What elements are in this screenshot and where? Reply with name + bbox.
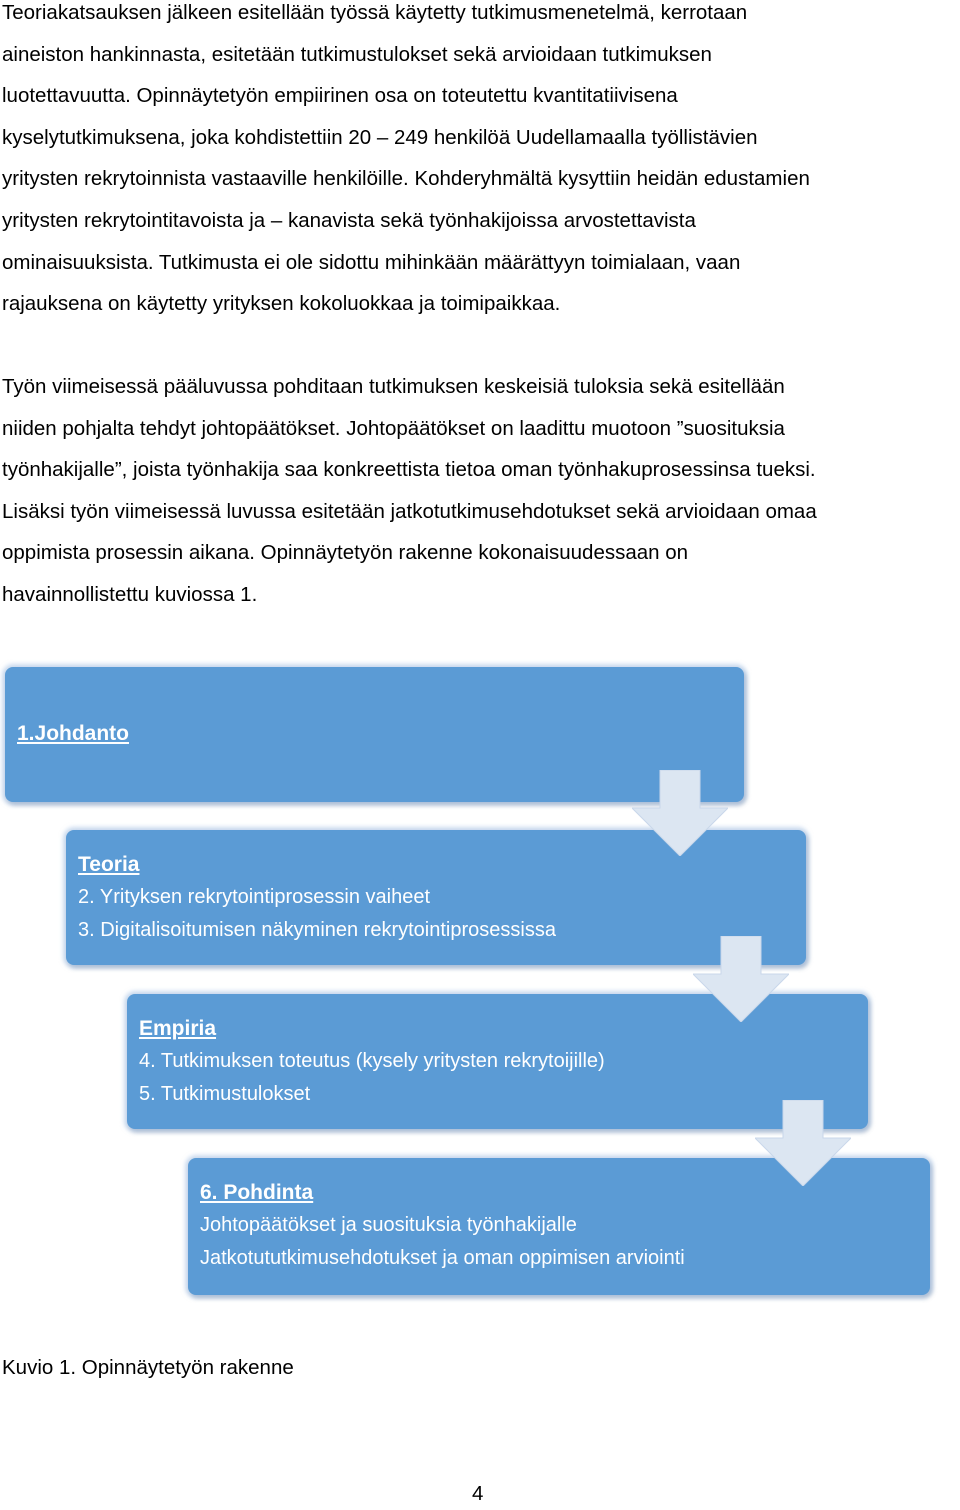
text-line: rajauksena on käytetty yrityksen kokoluokkaa ja toimipaikkaa. — [2, 292, 561, 316]
text-line: luotettavuutta. Opinnäytetyön empiirinen osa on toteutettu kvantitatiivisena — [2, 84, 678, 108]
step-title: 6. Pohdinta — [200, 1181, 314, 1204]
down-arrow-icon — [632, 770, 728, 856]
down-arrow-icon — [755, 1100, 851, 1186]
text-line: työnhakijalle”, joista työnhakija saa konkreettista tietoa oman työnhakuprosessinsa tueksi. — [2, 458, 816, 482]
step-title: 1.Johdanto — [17, 722, 130, 745]
step-item: 2. Yrityksen rekrytointiprosessin vaiheet — [78, 886, 431, 908]
step-item: Johtopäätökset ja suosituksia työnhakijalle — [200, 1214, 577, 1236]
down-arrow-icon — [693, 936, 789, 1022]
text-line: Työn viimeisessä pääluvussa pohditaan tutkimuksen keskeisiä tuloksia sekä esitellään — [2, 375, 785, 398]
text-line: Teoriakatsauksen jälkeen esitellään työssä käytetty tutkimusmenetelmä, kerrotaan — [2, 1, 748, 24]
intro-paragraph — [2, 0, 958, 325]
text-line: yritysten rekrytointitavoista ja – kanavista sekä työnhakijoissa arvostettavista — [2, 208, 696, 232]
step-item: 4. Tutkimuksen toteutus (kysely yritysten rekrytoijille) — [139, 1050, 605, 1072]
text-line: niiden pohjalta tehdyt johtopäätökset. Johtopäätökset on laadittu muotoon ”suosituksia — [2, 416, 785, 440]
step-item: 5. Tutkimustulokset — [139, 1083, 311, 1105]
text-line: ominaisuuksista. Tutkimusta ei ole sidottu mihinkään määrättyyn toimialaan, vaan — [2, 250, 741, 274]
text-line: kyselytutkimuksena, joka kohdistettiin 20 – 249 henkilöä Uudellamaalla työllistävien — [2, 125, 758, 149]
text-line: Lisäksi työn viimeisessä luvussa esitetään jatkotutkimusehdotukset sekä arvioidaan omaa — [2, 499, 817, 523]
step-title: Empiria — [139, 1017, 217, 1040]
step-item: 3. Digitalisoitumisen näkyminen rekrytointiprosessissa — [78, 919, 556, 941]
structure-paragraph — [2, 366, 958, 616]
page-number: 4 — [472, 1482, 484, 1505]
text-line: havainnollistettu kuviossa 1. — [2, 582, 258, 606]
text-line: oppimista prosessin aikana. Opinnäytetyön rakenne kokonaisuudessaan on — [2, 541, 689, 565]
step-item: Jatkotututkimusehdotukset ja oman oppimisen arviointi — [200, 1247, 685, 1269]
step-title: Teoria — [78, 853, 140, 876]
text-line: aineiston hankinnasta, esitetään tutkimustulokset sekä arvioidaan tutkimuksen — [2, 42, 712, 66]
figure-caption: Kuvio 1. Opinnäytetyön rakenne — [2, 1356, 294, 1379]
text-line: yritysten rekrytoinnista vastaaville henkilöille. Kohderyhmältä kysyttiin heidän edustamien — [2, 167, 810, 191]
